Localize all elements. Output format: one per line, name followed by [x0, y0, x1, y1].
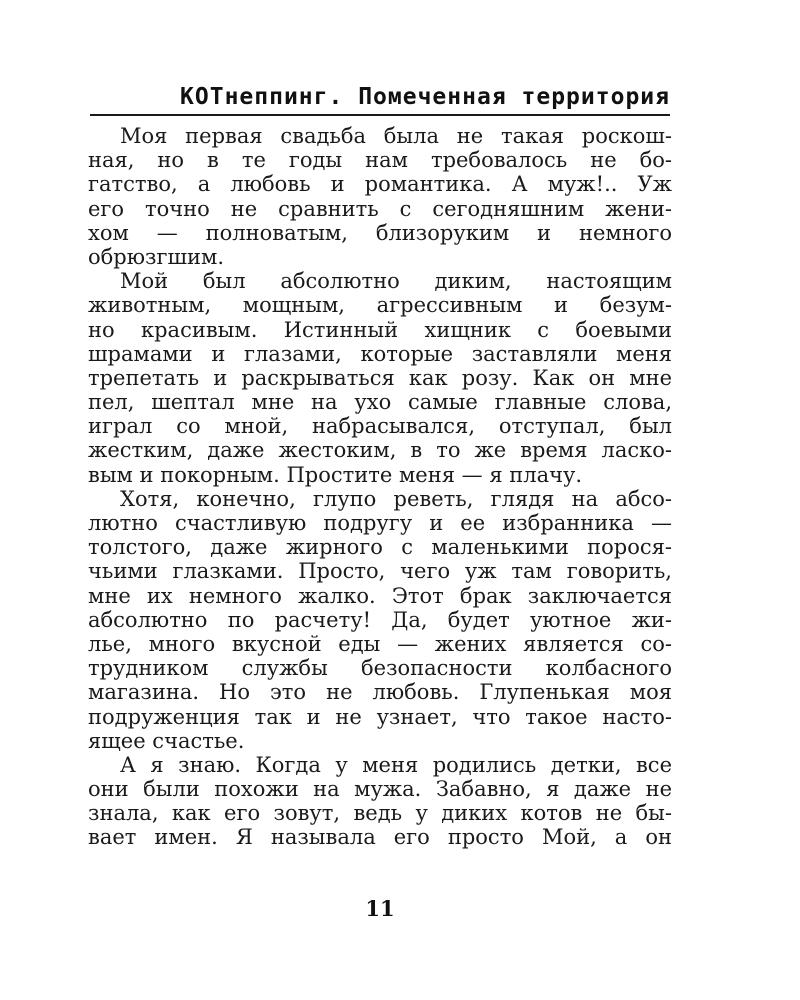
running-head: КОТнеппинг. Помеченная территория [180, 84, 670, 110]
text-line: жестким, даже жестоким, в то же время ласко- [88, 438, 672, 463]
text-line: трепетать и раскрываться как розу. Как он мне [88, 365, 672, 390]
text-line: животным, мощным, агрессивным и безум- [88, 293, 672, 318]
text-line: подруженция так и не узнает, что такое насто- [88, 704, 672, 729]
text-line: трудником службы безопасности колбасного [88, 656, 672, 681]
text-line: абсолютно по расчету! Да, будет уютное жи- [88, 607, 672, 632]
text-line: ная, но в те годы нам требовалось не бо- [88, 148, 672, 173]
text-line: пел, шептал мне на ухо самые главные слова, [88, 390, 672, 415]
text-line: вает имен. Я называла его просто Мой, а он [88, 825, 672, 850]
text-line: обрюзгшим. [88, 244, 224, 269]
text-line: Хотя, конечно, глупо реветь, глядя на абсо- [120, 486, 672, 511]
text-line: Моя первая свадьба была не такая роскош- [120, 124, 672, 148]
text-line: ящее счастье. [88, 728, 245, 753]
text-line: они были похожи на мужа. Забавно, я даже не [88, 777, 672, 802]
text-line: лье, много вкусной еды — жених является со- [88, 631, 672, 656]
text-line: лютно счастливую подругу и ее избранника — [88, 511, 672, 535]
text-line: Мой был абсолютно диким, настоящим [120, 269, 672, 294]
page-number: 11 [365, 896, 395, 921]
text-line: шрамами и глазами, которые заставляли меня [88, 341, 672, 366]
text-line: вым и покорным. Простите меня — я плачу. [88, 462, 583, 487]
text-line: гатство, а любовь и романтика. А муж!.. Уж [88, 172, 672, 197]
text-line: его точно не сравнить с сегодняшним жени- [88, 196, 672, 221]
text-line: играл со мной, набрасывался, отступал, был [88, 414, 672, 439]
text-line: А я знаю. Когда у меня родились детки, все [120, 752, 672, 777]
text-line: знала, как его зовут, ведь у диких котов не бы- [88, 801, 672, 826]
text-line: но красивым. Истинный хищник с боевыми [88, 317, 672, 342]
header-rule [90, 114, 670, 116]
text-line: хом — полноватым, близоруким и немного [88, 220, 672, 245]
text-line: толстого, даже жирного с маленькими порося- [88, 535, 672, 560]
text-line: магазина. Но это не любовь. Глупенькая моя [88, 680, 672, 705]
body-text [88, 124, 672, 850]
text-line: мне их немного жалко. Этот брак заключается [88, 583, 672, 608]
text-line: чьими глазками. Просто, чего уж там говорить, [88, 559, 672, 584]
